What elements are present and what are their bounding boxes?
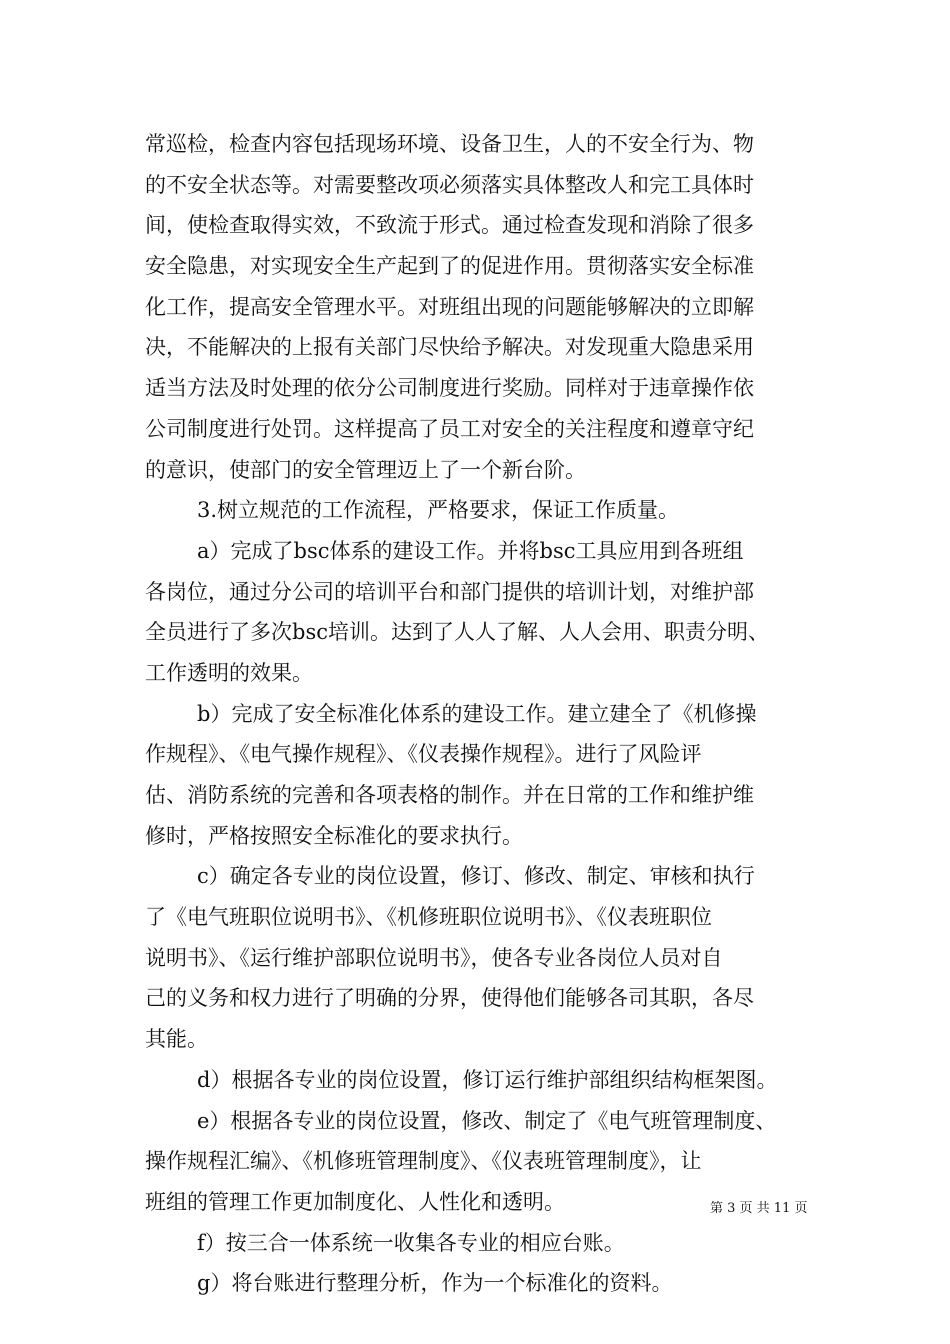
text-line: 操作规程汇编》、《机修班管理制度》、《仪表班管理制度》，让 (145, 1149, 702, 1174)
text-line: 3.树立规范的工作流程，严格要求，保证工作质量。 (197, 498, 680, 523)
text-line: 说明书》、《运行维护部职位说明书》，使各专业各岗位人员对自 (145, 945, 723, 970)
text-line: 修时，严格按照安全标准化的要求执行。 (145, 823, 523, 848)
text-line: 各岗位，通过分公司的培训平台和部门提供的培训计划，对维护部 (145, 579, 754, 604)
text-line: g）将台账进行整理分析，作为一个标准化的资料。 (197, 1271, 673, 1296)
text-line: 安全隐患，对实现安全生产起到了的促进作用。贯彻落实安全标准 (145, 254, 754, 279)
text-line: 决，不能解决的上报有关部门尽快给予解决。对发现重大隐患采用 (145, 335, 754, 360)
text-line: c）确定各专业的岗位设置，修订、修改、制定、审核和执行 (197, 864, 755, 889)
text-line: d）根据各专业的岗位设置，修订运行维护部组织结构框架图。 (197, 1067, 778, 1092)
body-text (145, 124, 825, 1304)
text-line: f）按三合一体系统一收集各专业的相应台账。 (197, 1230, 625, 1255)
text-line: 作规程》、《电气操作规程》、《仪表操作规程》。进行了风险评 (145, 742, 702, 767)
text-line: 估、消防系统的完善和各项表格的制作。并在日常的工作和维护维 (145, 783, 754, 807)
text-line: 班组的管理工作更加制度化、人性化和透明。 (145, 1189, 565, 1214)
text-line: 间，使检查取得实效，不致流于形式。通过检查发现和消除了很多 (145, 213, 754, 238)
text-line: b）完成了安全标准化体系的建设工作。建立建全了《机修操 (197, 701, 757, 726)
text-line: 全员进行了多次bsc培训。达到了人人了解、人人会用、职责分明、 (145, 620, 769, 645)
text-line: 适当方法及时处理的依分公司制度进行奖励。同样对于违章操作依 (145, 376, 754, 401)
text-line: 工作透明的效果。 (145, 660, 313, 685)
text-line: 公司制度进行处罚。这样提高了员工对安全的关注程度和遵章守纪 (145, 416, 754, 441)
text-line: e）根据各专业的岗位设置，修改、制定了《电气班管理制度、 (197, 1108, 777, 1133)
text-line: 化工作，提高安全管理水平。对班组出现的问题能够解决的立即解 (145, 294, 754, 319)
page-number: 第 3 页 共 11 页 (710, 1201, 808, 1216)
text-line: 常巡检，检查内容包括现场环境、设备卫生，人的不安全行为、物 (145, 132, 754, 156)
text-line: 其能。 (145, 1027, 208, 1052)
text-line: 己的义务和权力进行了明确的分界，使得他们能够各司其职，各尽 (145, 986, 754, 1011)
text-line: 了《电气班职位说明书》、《机修班职位说明书》、《仪表班职位 (145, 905, 712, 930)
text-line: a）完成了bsc体系的建设工作。并将bsc工具应用到各班组 (197, 538, 744, 563)
text-line: 的不安全状态等。对需要整改项必须落实具体整改人和完工具体时 (145, 172, 754, 197)
text-line: 的意识，使部门的安全管理迈上了一个新台阶。 (145, 457, 586, 482)
